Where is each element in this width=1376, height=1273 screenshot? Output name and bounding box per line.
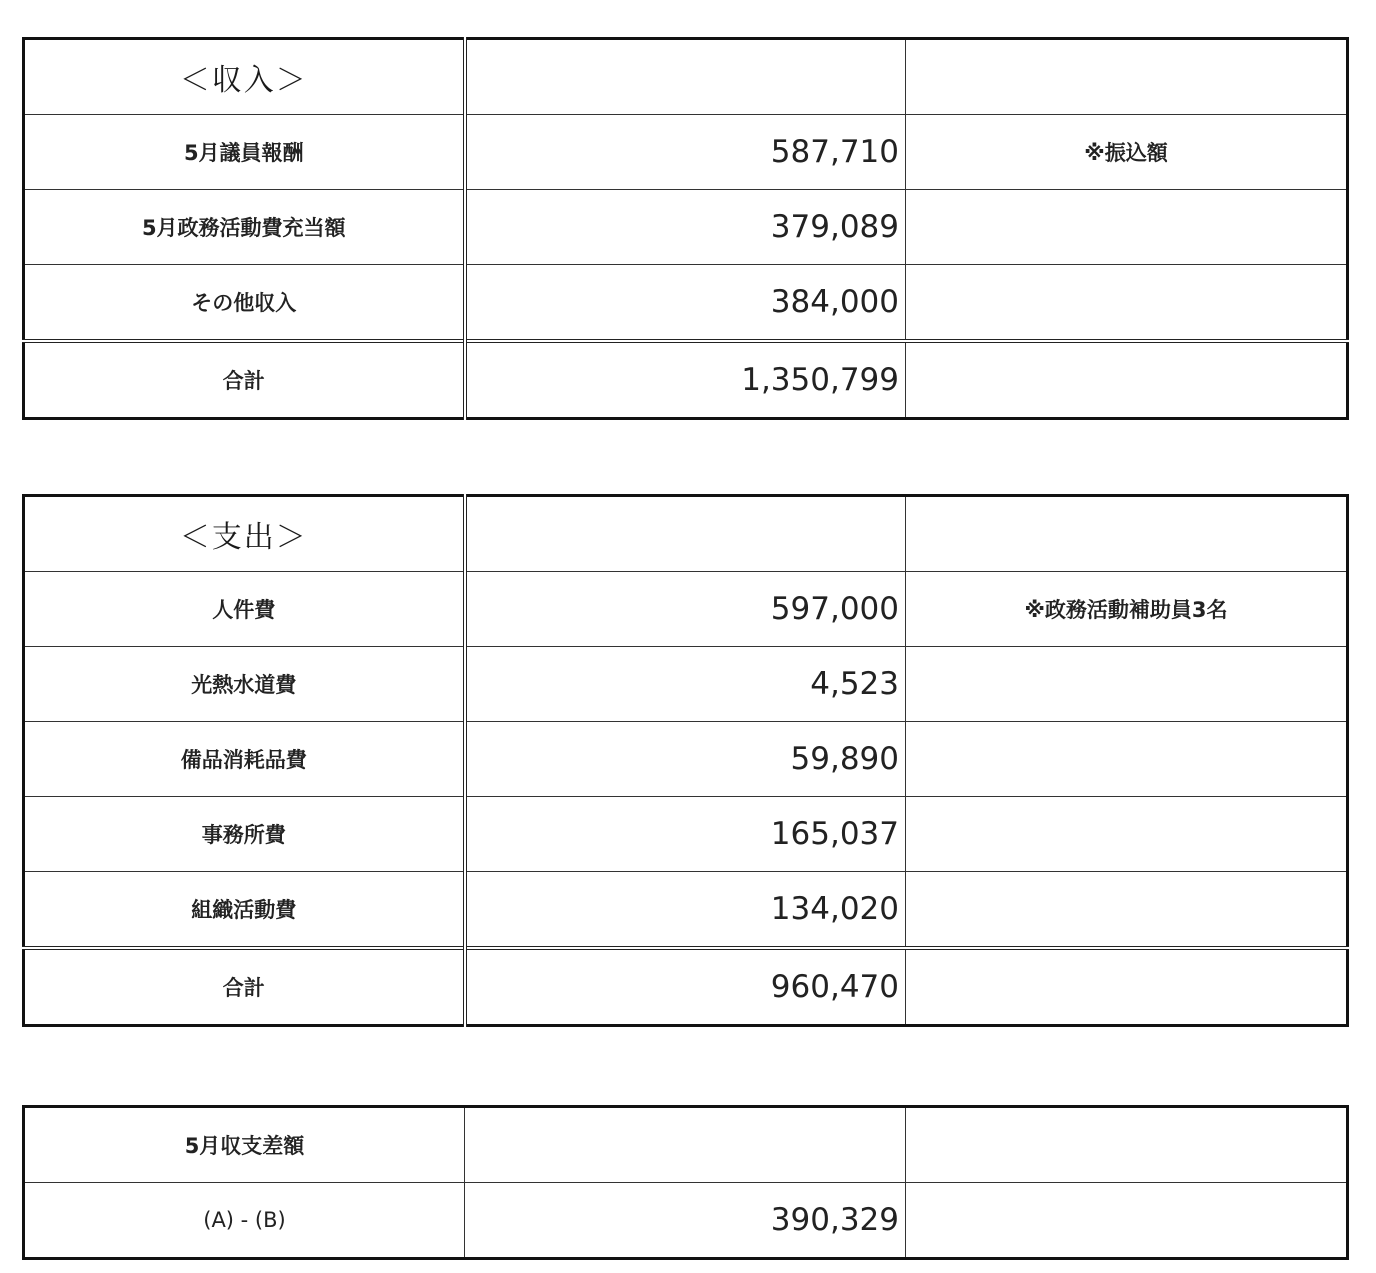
expense-row-amount: 134,020 [465, 872, 906, 949]
income-row-amount: 379,089 [465, 190, 906, 265]
expense-row-note [906, 872, 1348, 949]
table-row [24, 265, 1348, 342]
table-row [24, 647, 1348, 722]
income-heading-amount-cell [465, 39, 906, 115]
expense-total-row [24, 948, 1348, 1026]
balance-heading-note-cell [906, 1107, 1348, 1183]
expense-heading-amount-cell [465, 496, 906, 572]
expense-row-note [906, 722, 1348, 797]
expense-row-amount: 59,890 [465, 722, 906, 797]
expense-total-label: 合計 [24, 948, 465, 1026]
balance-amount: 390,329 [465, 1183, 906, 1259]
income-row-note [906, 265, 1348, 342]
table-row [24, 872, 1348, 949]
expense-heading-row [24, 496, 1348, 572]
table-row [24, 115, 1348, 190]
income-total-label: 合計 [24, 341, 465, 419]
table-row [24, 572, 1348, 647]
income-heading: ＜収入＞ [24, 39, 465, 115]
income-total-note-cell [906, 341, 1348, 419]
balance-heading-amount-cell [465, 1107, 906, 1183]
expense-row-note [906, 647, 1348, 722]
balance-label: 5月収支差額 [24, 1107, 465, 1183]
table-row [24, 190, 1348, 265]
balance-note-cell [906, 1183, 1348, 1259]
expense-row-amount: 597,000 [465, 572, 906, 647]
expense-row-label: 人件費 [24, 572, 465, 647]
expense-row-label: 備品消耗品費 [24, 722, 465, 797]
income-row-label: その他収入 [24, 265, 465, 342]
income-heading-row [24, 39, 1348, 115]
income-row-label: 5月政務活動費充当額 [24, 190, 465, 265]
table-row [24, 797, 1348, 872]
balance-heading-row [24, 1107, 1348, 1183]
expense-heading: ＜支出＞ [24, 496, 465, 572]
expense-row-label: 組織活動費 [24, 872, 465, 949]
expense-row-label: 事務所費 [24, 797, 465, 872]
income-total-amount: 1,350,799 [465, 341, 906, 419]
income-row-note [906, 190, 1348, 265]
balance-row [24, 1183, 1348, 1259]
expense-row-label: 光熱水道費 [24, 647, 465, 722]
income-table [22, 37, 1349, 420]
balance-formula: (A) - (B) [24, 1183, 465, 1259]
balance-table [22, 1105, 1349, 1260]
income-row-note: ※振込額 [906, 115, 1348, 190]
income-row-amount: 587,710 [465, 115, 906, 190]
table-row [24, 722, 1348, 797]
expense-row-note [906, 797, 1348, 872]
expense-table [22, 494, 1349, 1027]
expense-total-amount: 960,470 [465, 948, 906, 1026]
income-total-row [24, 341, 1348, 419]
expense-row-note: ※政務活動補助員3名 [906, 572, 1348, 647]
income-row-amount: 384,000 [465, 265, 906, 342]
expense-total-note-cell [906, 948, 1348, 1026]
expense-heading-note-cell [906, 496, 1348, 572]
expense-row-amount: 165,037 [465, 797, 906, 872]
income-heading-note-cell [906, 39, 1348, 115]
expense-row-amount: 4,523 [465, 647, 906, 722]
income-row-label: 5月議員報酬 [24, 115, 465, 190]
